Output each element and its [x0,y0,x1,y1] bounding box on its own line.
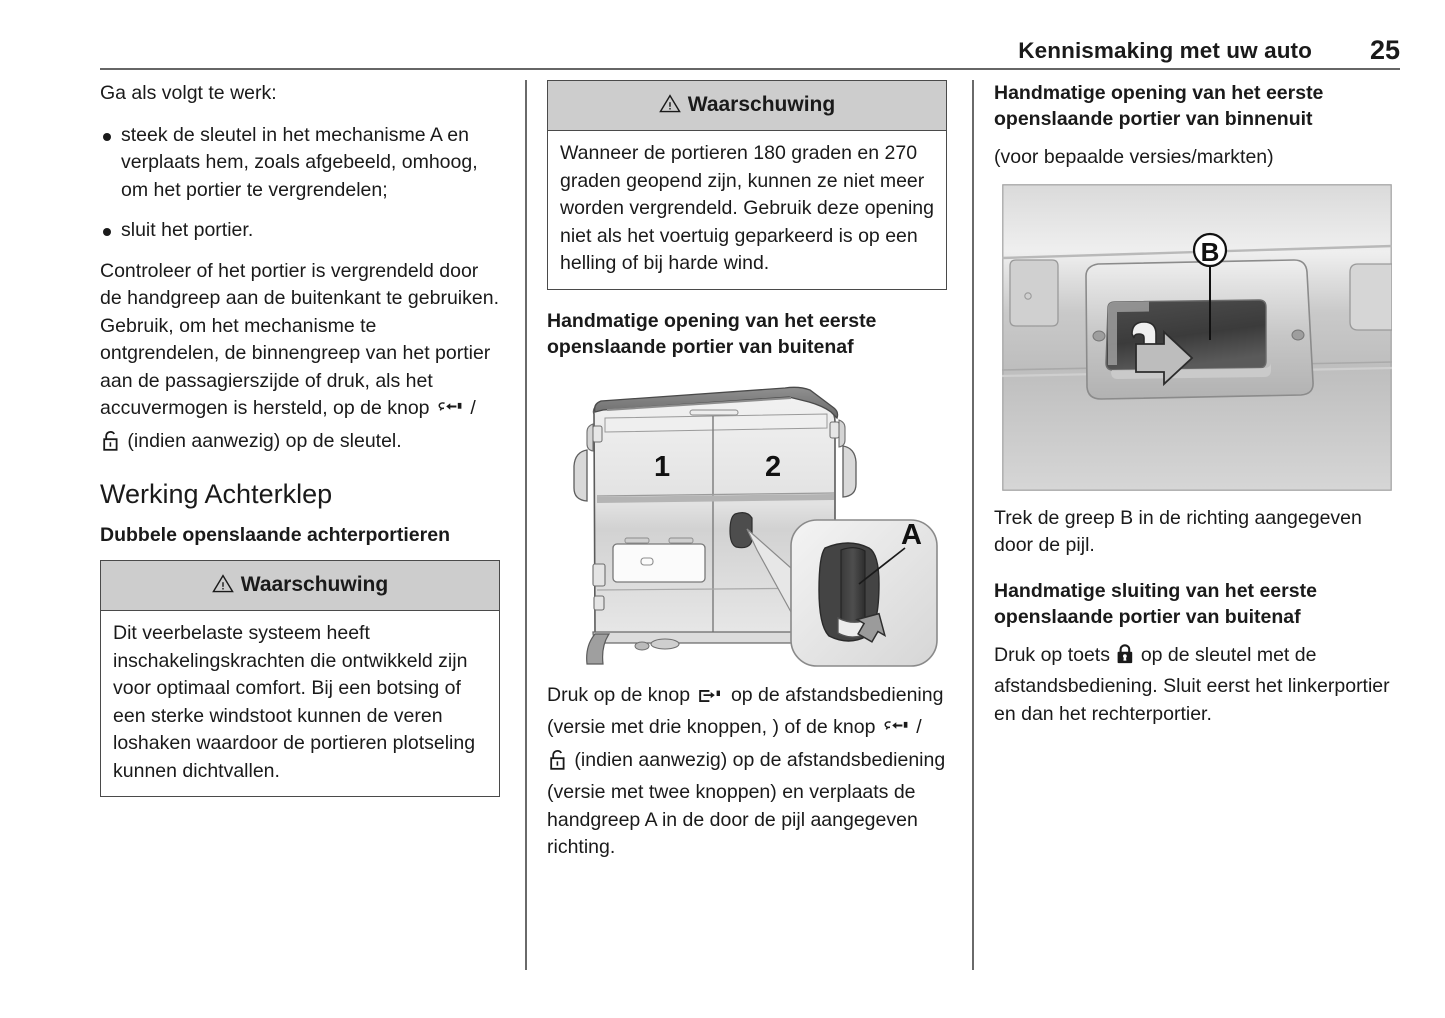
left-unlock-text-a: Gebruik, om het mechanisme te ontgrendelen, de binnengreep van het portier aan de passagierszijde of druk, als het accuvermogen is hersteld, op de knop [100,314,491,419]
right-versions-note: (voor bepaalde versies/markten) [994,146,1274,168]
callout-a: A [901,518,922,551]
header-divider-rule [100,68,1400,70]
interior-handle-illustration [1002,184,1394,491]
callout-1: 1 [654,450,671,483]
right-pull-handle-paragraph: Trek de greep B in de richting aangegeven door de pijl. [994,506,1362,556]
middle-para-separator: / [916,716,922,738]
right-subheading-handmatige-opening-binnenuit: Handmatige opening van het eerste openslaande portier van binnenuit [994,82,1324,130]
left-warning-title: Waarschuwing [240,573,389,596]
middle-warning-header [548,81,946,131]
left-check-paragraph: Controleer of het portier is vergrendeld door de handgreep aan de buitenkant te gebruiken. [100,259,499,309]
right-para-text-b: op de sleutel met de afstandsbediening. Sluit eerst het linkerportier en dan het rechterportier. [994,643,1390,725]
page-number: 25 [1369,35,1400,65]
middle-warning-text: Wanneer de portieren 180 graden en 270 graden geopend zijn, kunnen ze niet meer worden vergrendeld. Gebruik deze opening niet als het voertuig geparkeerd is op een helling of bij harde wind. [560,142,934,274]
callout-2: 2 [765,450,782,483]
column-divider-2 [972,80,974,970]
middle-remote-paragraph [547,682,947,862]
left-warning-text: Dit veerbelaste systeem heeft inschakelingskrachten die ontwikkeld zijn voor optimaal comfort. Bij een botsing of een sterke windstoot kunnen de veren loshaken waardoor de portieren plotseling kunnen dichtvallen. [113,622,476,782]
middle-para-text-a: Druk op de knop [547,683,691,706]
list-item: steek de sleutel in het mechanisme A en verplaats hem, zoals afgebeeld, omhoog, om het portier te vergrendelen; [100,122,500,205]
left-bullet-list [100,122,500,245]
page-title: Kennismaking met uw auto [1018,38,1312,63]
car-unlock-icon [882,718,910,747]
left-warning-box [100,560,500,797]
right-para-text-a: Druk op toets [994,643,1110,666]
left-unlock-text-b: (indien aanwezig) op de sleutel. [127,429,402,452]
right-column [994,80,1394,970]
rear-doors-illustration [547,372,947,672]
page-columns [0,80,1445,970]
middle-column [547,80,947,970]
left-warning-header [101,561,499,611]
car-unlock-icon [436,399,464,428]
list-item: sluit het portier. [100,217,500,245]
left-column [100,80,500,970]
left-subheading-dubbele-achterportieren: Dubbele openslaande achterportieren [100,524,451,546]
warning-triangle-icon [659,94,681,117]
page-header [100,36,1400,66]
middle-subheading-handmatige-opening-buitenaf: Handmatige opening van het eerste openslaande portier van buitenaf [547,309,877,358]
remote-button-icon [697,686,725,715]
middle-para-text-b: op de afstandsbediening (versie met drie knoppen, ) of de knop [547,683,944,738]
column-divider-1 [525,80,527,970]
padlock-outline-icon [101,430,121,461]
left-intro-paragraph: Ga als volgt te werk: [100,82,277,104]
callout-b: B [1200,236,1220,267]
left-unlock-paragraph [100,313,500,461]
right-lock-paragraph [994,642,1394,729]
middle-para-text-c: (indien aanwezig) op de afstandsbediening (versie met twee knoppen) en verplaats de handgreep A in de door de pijl aangegeven richting. [547,748,946,858]
middle-warning-box [547,80,947,290]
middle-warning-title: Waarschuwing [687,93,836,116]
left-unlock-separator: / [470,397,476,419]
left-heading-werking-achterklep: Werking Achterklep [100,479,333,509]
warning-triangle-icon [212,574,234,597]
right-subheading-handmatige-sluiting-buitenaf: Handmatige sluiting van het eerste openslaande portier van buitenaf [994,579,1317,628]
padlock-solid-icon [1116,643,1134,674]
padlock-outline-icon [548,749,568,780]
